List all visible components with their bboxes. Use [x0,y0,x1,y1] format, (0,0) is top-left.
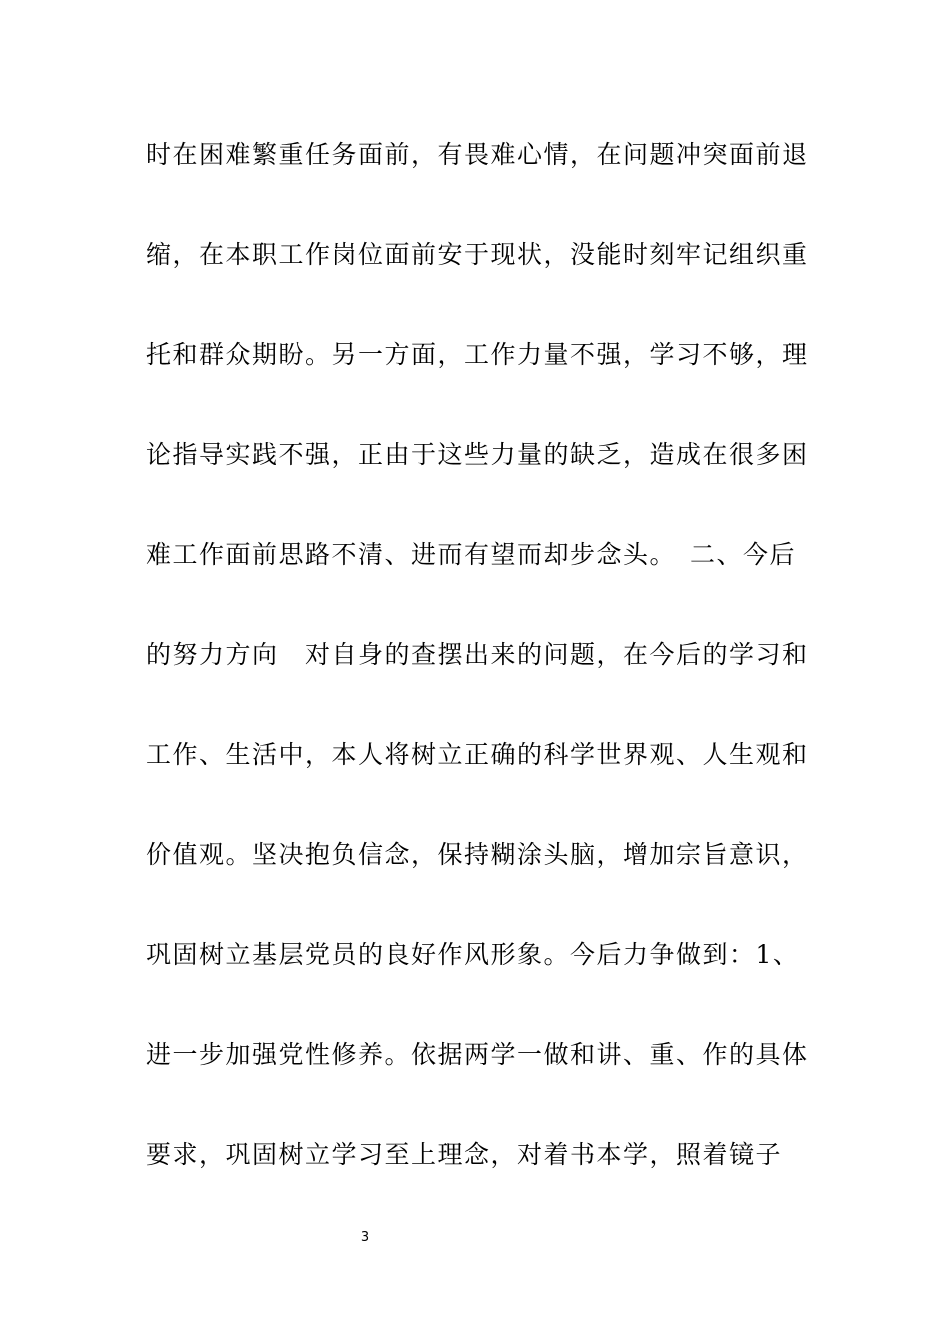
text-line-9: 巩固树立基层党员的良好作风形象。今后力争做到：1、 [146,940,800,969]
text-line-3: 托和群众期盼。另一方面，工作力量不强，学习不够，理 [146,340,809,369]
text-line-7: 工作、生活中，本人将树立正确的科学世界观、人生观和 [146,740,809,769]
body-text [146,130,811,1230]
text-line-1: 时在困难繁重任务面前，有畏难心情，在问题冲突面前退 [146,140,809,169]
text-line-5: 难工作面前思路不清、进而有望而却步念头。 二、今后 [146,540,797,569]
text-line-8: 价值观。坚决抱负信念，保持糊涂头脑，增加宗旨意识， [146,840,809,869]
text-line-4: 论指导实践不强，正由于这些力量的缺乏，造成在很多困 [146,440,809,469]
text-line-10: 进一步加强党性修养。依据两学一做和讲、重、作的具体 [146,1040,809,1069]
page-number: 3 [360,1230,370,1245]
text-line-2: 缩，在本职工作岗位面前安于现状，没能时刻牢记组织重 [146,240,809,269]
text-line-6: 的努力方向 对自身的查摆出来的问题，在今后的学习和 [146,640,809,669]
text-line-11: 要求，巩固树立学习至上理念，对着书本学，照着镜子 [146,1140,783,1169]
